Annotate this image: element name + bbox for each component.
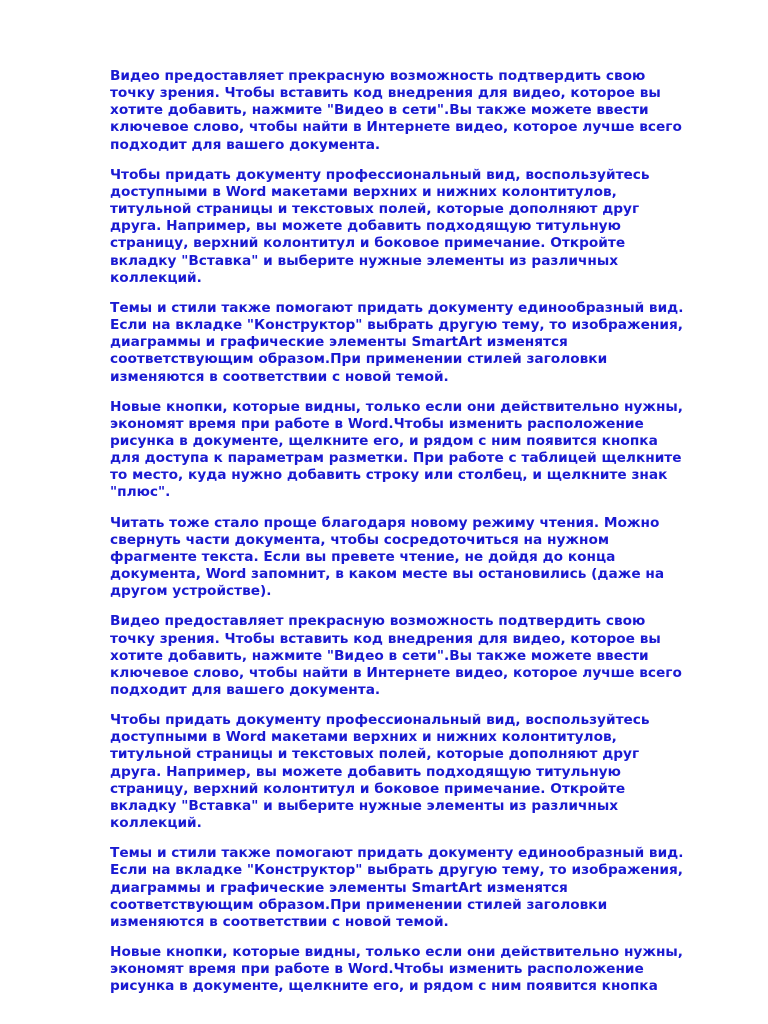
paragraph-3: Темы и стили также помогают придать документу единообразный вид. Если на вкладке "Конструктор" выбрать другую тему, то изображения, диаграммы и графические элементы SmartArt изменятся соответствующим образом.При применении стилей заголовки изменяются в соответствии с новой темой. xyxy=(110,299,684,385)
paragraph-2: Чтобы придать документу профессиональный вид, воспользуйтесь доступными в Word макетами верхних и нижних колонтитулов, титульной страницы и текстовых полей, которые дополняют друг друга. Например, вы можете добавить подходящую титульную страницу, верхний колонтитул и боковое примечание. Откройте вкладку "Вставка" и выберите нужные элементы из различных коллекций. xyxy=(110,166,650,286)
paragraph-8: Темы и стили также помогают придать документу единообразный вид. Если на вкладке "Конструктор" выбрать другую тему, то изображения, диаграммы и графические элементы SmartArt изменятся соответствующим образом.При применении стилей заголовки изменяются в соответствии с новой темой. xyxy=(110,845,684,930)
document-page xyxy=(110,68,708,1018)
paragraph-1: Видео предоставляет прекрасную возможность подтвердить свою точку зрения. Чтобы вставить код внедрения для видео, которое вы хотите добавить, нажмите "Видео в сети".Вы также можете ввести ключевое слово, чтобы найти в Интернете видео, которое лучше всего подходит для вашего документа. xyxy=(110,68,682,153)
paragraph-5: Читать тоже стало проще благодаря новому режиму чтения. Можно свернуть части документа, чтобы сосредоточиться на нужном фрагменте текста. Если вы превете чтение, не дойдя до конца документа, Word запомнит, в каком месте вы остановились (даже на другом устройстве). xyxy=(110,514,665,600)
paragraph-6: Видео предоставляет прекрасную возможность подтвердить свою точку зрения. Чтобы вставить код внедрения для видео, которое вы хотите добавить, нажмите "Видео в сети".Вы также можете ввести ключевое слово, чтобы найти в Интернете видео, которое лучше всего подходит для вашего документа. xyxy=(110,613,682,698)
paragraph-9: Новые кнопки, которые видны, только если они действительно нужны, экономят время при работе в Word.Чтобы изменить расположение рисунка в документе, щелкните его, и рядом с ним появится кнопка xyxy=(110,944,684,995)
paragraph-4: Новые кнопки, которые видны, только если они действительно нужны, экономят время при работе в Word.Чтобы изменить расположение рисунка в документе, щелкните его, и рядом с ним появится кнопка для доступа к параметрам разметки. При работе с таблицей щелкните то место, куда нужно добавить строку или столбец, и щелкните знак "плюс". xyxy=(110,398,684,501)
paragraph-7: Чтобы придать документу профессиональный вид, воспользуйтесь доступными в Word макетами верхних и нижних колонтитулов, титульной страницы и текстовых полей, которые дополняют друг друга. Например, вы можете добавить подходящую титульную страницу, верхний колонтитул и боковое примечание. Откройте вкладку "Вставка" и выберите нужные элементы из различных коллекций. xyxy=(110,712,650,832)
